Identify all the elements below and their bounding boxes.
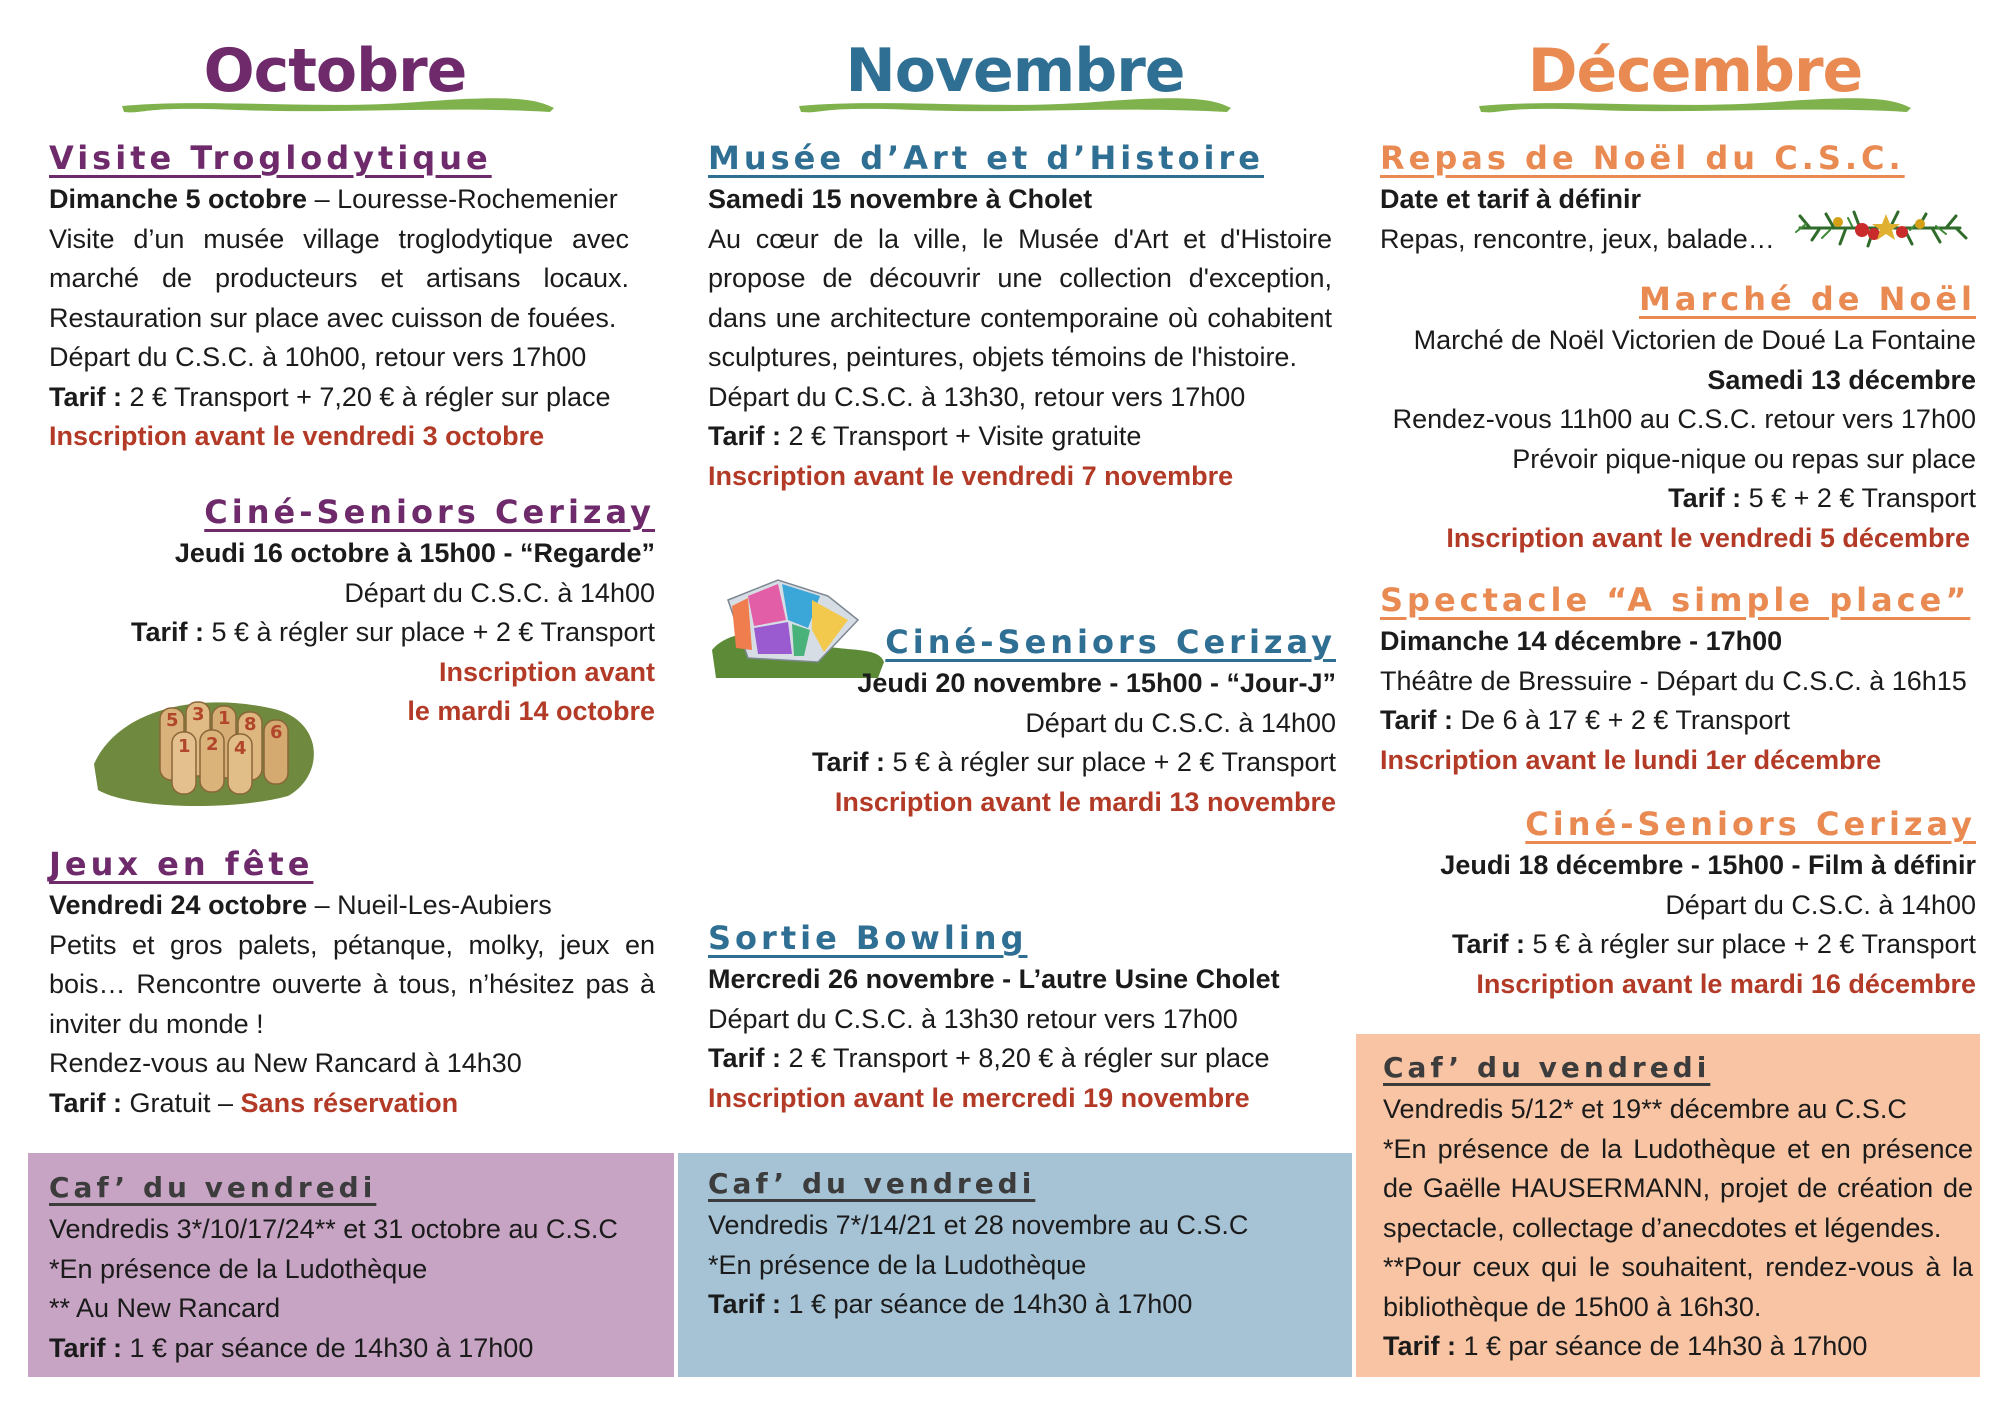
event-title: Visite Troglodytique (49, 139, 492, 177)
price-value: 5 € à régler sur place + 2 € Transport (204, 617, 655, 647)
event-title: Ciné-Seniors Cerizay (204, 493, 655, 531)
event-title: Ciné-Seniors Cerizay (1525, 805, 1976, 843)
event-date-line (49, 886, 655, 926)
svg-text:3: 3 (192, 704, 205, 725)
event-description: Repas, rencontre, jeux, balade… (1380, 223, 1775, 254)
event-departure: Départ du C.S.C. à 13h30, retour vers 17h00 (708, 381, 1246, 412)
event-cine-seniors-november (708, 620, 1336, 822)
event-price (1380, 925, 1976, 965)
caf-october (49, 1166, 669, 1368)
caf-note-1: *En présence de la Ludothèque et en présence de Gaëlle HAUSERMANN, projet de création de spectacle, collectage d’anecdotes et légendes. (1383, 1133, 1973, 1243)
event-departure: Départ du C.S.C. à 14h00 (344, 577, 655, 608)
event-musee (708, 136, 1332, 496)
price-label: Tarif : (49, 1087, 122, 1118)
price-label: Tarif : (812, 747, 885, 777)
caf-title: Caf’ du vendredi (1383, 1051, 1711, 1084)
caf-note-2: ** Au New Rancard (49, 1293, 281, 1323)
svg-text:1: 1 (218, 708, 231, 729)
event-registration: Inscription avant (438, 656, 655, 687)
event-date-line (49, 180, 629, 220)
event-meeting: Rendez-vous au New Rancard à 14h30 (49, 1048, 522, 1078)
event-marche-noel (1380, 277, 1976, 558)
price-label: Tarif : (49, 381, 122, 412)
price-value: 5 € à régler sur place + 2 € Transport (1525, 929, 1976, 959)
event-price (1380, 479, 1976, 519)
event-troglodytique (49, 136, 629, 457)
event-date: Samedi 15 novembre à Cholet (708, 184, 1093, 214)
price-value: Gratuit – (122, 1087, 241, 1118)
event-price (708, 1039, 1332, 1079)
event-date: Jeudi 20 novembre - 15h00 - “Jour-J” (857, 668, 1336, 698)
caf-price (708, 1285, 1338, 1325)
event-spectacle (1380, 578, 1980, 780)
caf-note-2: **Pour ceux qui le souhaitent, rendez-vous à la bibliothèque de 15h00 à 16h30. (1383, 1252, 1973, 1322)
event-place: – Louresse-Rochemenier (307, 184, 618, 214)
caf-title: Caf’ du vendredi (49, 1171, 377, 1204)
price-label: Tarif : (1380, 705, 1453, 735)
svg-text:8: 8 (244, 714, 257, 735)
svg-text:1: 1 (178, 736, 191, 757)
price-label: Tarif : (708, 1289, 781, 1319)
svg-text:6: 6 (270, 722, 283, 743)
event-title: Musée d’Art et d’Histoire (708, 139, 1264, 177)
svg-text:4: 4 (234, 738, 247, 759)
price-value: 2 € Transport + 7,20 € à régler sur place (122, 381, 611, 412)
event-meeting: Rendez-vous 11h00 au C.S.C. retour vers 17h00 (1392, 404, 1976, 434)
event-registration: Inscription avant le mardi 16 décembre (1476, 968, 1976, 999)
event-registration-date: le mardi 14 octobre (407, 696, 655, 726)
event-date: Jeudi 16 octobre à 15h00 - “Regarde” (174, 538, 655, 568)
caf-price (1383, 1327, 1973, 1367)
event-date: Samedi 13 décembre (1707, 364, 1976, 395)
event-note: Prévoir pique-nique ou repas sur place (1512, 443, 1976, 474)
christmas-garland-image (1790, 188, 1970, 268)
price-label: Tarif : (1452, 929, 1525, 959)
event-description: Au cœur de la ville, le Musée d'Art et d'Histoire propose de découvrir une collection d'exception, dans une architecture contemporaine où cohabitent sculptures, peintures, objets témoins de l'histoire. (708, 223, 1332, 372)
month-title-december: Décembre (1527, 36, 1863, 106)
price-value: De 6 à 17 € + 2 € Transport (1453, 705, 1790, 735)
event-date: Mercredi 26 novembre - L’autre Usine Cholet (708, 964, 1280, 994)
event-price (49, 1084, 655, 1124)
event-title: Jeux en fête (49, 845, 314, 883)
event-description: Visite d’un musée village troglodytique avec marché de producteurs et artisans locaux. Restauration sur place avec cuisson de fouées. (49, 223, 629, 333)
price-label: Tarif : (131, 617, 204, 647)
event-registration: Inscription avant le mardi 13 novembre (834, 786, 1336, 817)
price-value: 1 € par séance de 14h30 à 17h00 (781, 1289, 1193, 1319)
event-date: Vendredi 24 octobre (49, 890, 308, 920)
svg-text:5: 5 (166, 710, 179, 731)
caf-december (1383, 1046, 1973, 1367)
event-title: Sortie Bowling (708, 919, 1028, 957)
event-title: Repas de Noël du C.S.C. (1380, 139, 1905, 177)
price-label: Tarif : (708, 421, 781, 451)
event-departure: Départ du C.S.C. à 10h00, retour vers 17h00 (49, 342, 587, 372)
event-price (708, 743, 1336, 783)
event-title: Marché de Noël (1639, 280, 1976, 318)
price-value: 5 € à régler sur place + 2 € Transport (885, 747, 1336, 777)
caf-title: Caf’ du vendredi (708, 1167, 1036, 1200)
caf-dates: Vendredis 5/12* et 19** décembre au C.S.C (1383, 1094, 1907, 1124)
event-price (49, 613, 655, 653)
event-date: Date et tarif à définir (1380, 184, 1642, 214)
brush-underline-october (118, 94, 558, 118)
price-label: Tarif : (49, 1332, 122, 1363)
month-title-october: Octobre (203, 36, 467, 106)
event-registration: Inscription avant le vendredi 3 octobre (49, 421, 545, 451)
caf-dates: Vendredis 7*/14/21 et 28 novembre au C.S.C (708, 1210, 1249, 1240)
price-label: Tarif : (708, 1043, 781, 1073)
caf-dates: Vendredis 3*/10/17/24** et 31 octobre au C.S.C (49, 1214, 618, 1244)
svg-text:2: 2 (206, 734, 219, 755)
event-registration: Inscription avant le vendredi 7 novembre (708, 460, 1234, 491)
event-title: Ciné-Seniors Cerizay (885, 623, 1336, 661)
event-price (49, 378, 629, 418)
event-date: Dimanche 14 décembre - 17h00 (1380, 626, 1783, 656)
event-description: Marché de Noël Victorien de Doué La Fontaine (1413, 325, 1976, 355)
caf-price (49, 1329, 669, 1369)
price-value: 1 € par séance de 14h30 à 17h00 (122, 1332, 534, 1363)
no-reservation-note: Sans réservation (240, 1087, 459, 1118)
price-value: 2 € Transport + 8,20 € à régler sur place (781, 1043, 1270, 1073)
brush-underline-november (795, 94, 1235, 118)
event-registration: Inscription avant le mercredi 19 novembre (708, 1082, 1250, 1113)
caf-november (708, 1162, 1338, 1325)
event-jeux-en-fete (49, 842, 655, 1123)
event-departure: Départ du C.S.C. à 13h30 retour vers 17h00 (708, 1003, 1238, 1034)
event-departure: Départ du C.S.C. à 14h00 (1665, 889, 1976, 920)
event-place: – Nueil-Les-Aubiers (307, 890, 552, 920)
event-title: Spectacle “A simple place” (1380, 581, 1971, 619)
event-bowling (708, 916, 1332, 1118)
event-date: Dimanche 5 octobre (49, 184, 308, 214)
price-value: 1 € par séance de 14h30 à 17h00 (1456, 1331, 1868, 1361)
event-price (708, 417, 1332, 457)
price-value: 2 € Transport + Visite gratuite (781, 421, 1142, 451)
price-label: Tarif : (1668, 483, 1742, 513)
event-price (1380, 701, 1980, 741)
price-label: Tarif : (1383, 1331, 1456, 1361)
event-registration: Inscription avant le lundi 1er décembre (1380, 744, 1882, 775)
month-title-november: Novembre (845, 36, 1185, 106)
event-date: Jeudi 18 décembre - 15h00 - Film à définir (1440, 850, 1976, 880)
event-place: Théâtre de Bressuire - Départ du C.S.C. à 16h15 (1380, 665, 1967, 696)
event-registration: Inscription avant le vendredi 5 décembre (1446, 522, 1970, 553)
event-description: Petits et gros palets, pétanque, molky, jeux en bois… Rencontre ouverte à tous, n’hésitez pas à inviter du monde ! (49, 929, 655, 1039)
price-value: 5 € + 2 € Transport (1741, 483, 1976, 513)
caf-note-1: *En présence de la Ludothèque (708, 1249, 1087, 1280)
event-departure: Départ du C.S.C. à 14h00 (1025, 707, 1336, 738)
molkky-skittles-image (88, 680, 328, 810)
event-cine-seniors-december (1380, 802, 1976, 1004)
caf-note-1: *En présence de la Ludothèque (49, 1253, 428, 1284)
brush-underline-december (1475, 94, 1915, 118)
